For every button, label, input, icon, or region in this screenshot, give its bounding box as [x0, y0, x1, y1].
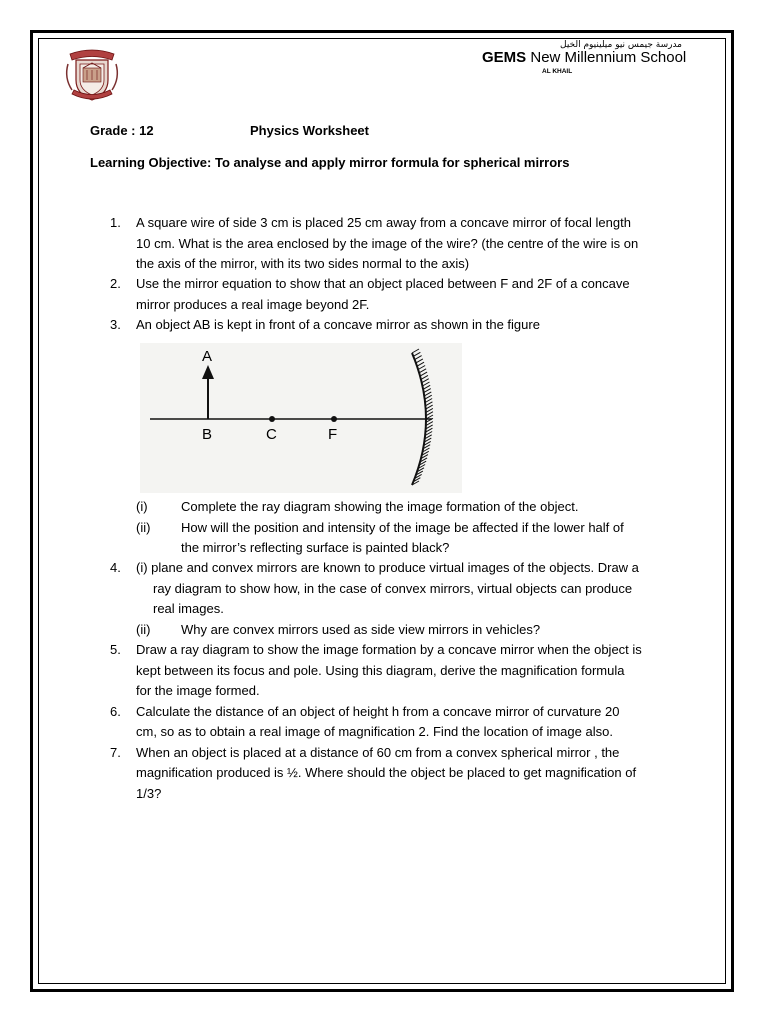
subpart-line: Complete the ray diagram showing the image formation of the object. [181, 499, 579, 514]
mirror-hatch-mark [417, 362, 424, 366]
question-5-line: kept between its focus and pole. Using this diagram, derive the magnification formula [136, 662, 625, 678]
question-2-line: mirror produces a real image beyond 2F. [136, 296, 370, 312]
centre-of-curvature-point [269, 416, 275, 422]
subpart-line: Why are convex mirrors used as side view mirrors in vehicles? [181, 621, 541, 637]
label-c: C [266, 426, 277, 443]
question-2-line: Use the mirror equation to show that an object placed between F and 2F of a concave [136, 276, 630, 291]
mirror-hatch-mark [420, 372, 427, 376]
mirror-hatch-mark [424, 392, 431, 396]
question-number: 4. [110, 560, 121, 575]
mirror-hatch-mark [423, 385, 430, 389]
mirror-figure [140, 343, 462, 493]
school-name-arabic: مدرسة جيمس نيو ميلينيوم الخيل [560, 40, 682, 50]
mirror-hatch-mark [425, 395, 432, 399]
question-5-line: for the image formed. [136, 683, 260, 698]
mirror-hatch-mark [413, 352, 420, 356]
school-crest-logo [62, 44, 122, 104]
mirror-hatch-mark [416, 359, 423, 363]
question-number: 3. [110, 317, 121, 332]
question-4-line: ray diagram to show how, in the case of convex mirrors, virtual objects can produce [153, 580, 633, 596]
mirror-hatch-mark [415, 356, 422, 360]
label-f: F [328, 426, 338, 443]
question-1-line: the axis of the mirror, with its two sides normal to the axis) [136, 256, 470, 271]
learning-objective: Learning Objective: To analyse and apply mirror formula for spherical mirrors [90, 155, 570, 170]
label-b: B [202, 426, 213, 443]
school-name [482, 49, 687, 66]
mirror-hatch-mark [422, 379, 429, 383]
subpart-label: (i) [136, 499, 148, 514]
mirror-hatch-mark [421, 375, 428, 379]
mirror-hatching [412, 349, 433, 485]
mirror-hatch-mark [418, 366, 425, 370]
school-name-text: New Millennium School [530, 49, 687, 66]
mirror-hatch-mark [424, 389, 431, 393]
question-6-line: Calculate the distance of an object of height h from a concave mirror of curvature 20 [136, 703, 620, 719]
subpart-line: How will the position and intensity of the image be affected if the lower half of [181, 519, 624, 535]
subpart-label: (ii) [136, 519, 151, 535]
question-7-line: 1/3? [136, 785, 162, 801]
question-number: 6. [110, 703, 121, 719]
question-3-line: An object AB is kept in front of a concave mirror as shown in the figure [136, 317, 540, 332]
question-1-line: 10 cm. What is the area enclosed by the image of the wire? (the centre of the wire is on [136, 235, 639, 251]
question-number: 5. [110, 642, 121, 657]
question-number: 7. [110, 744, 121, 760]
mirror-hatch-mark [425, 399, 432, 403]
grade-label: Grade : 12 [90, 123, 154, 138]
mirror-hatch-mark [426, 405, 433, 409]
mirror-hatch-mark [419, 369, 426, 373]
worksheet-title: Physics Worksheet [250, 123, 369, 138]
question-number: 1. [110, 215, 121, 230]
question-5-line: Draw a ray diagram to show the image formation by a concave mirror when the object is [136, 642, 642, 657]
subpart-label: (ii) [136, 621, 151, 637]
question-number: 2. [110, 276, 121, 291]
object-arrowhead [202, 365, 214, 379]
question-4-line: real images. [153, 601, 224, 616]
concave-mirror-diagram [140, 343, 462, 493]
mirror-hatch-mark [425, 402, 432, 406]
question-7-line: When an object is placed at a distance of 60 cm from a convex spherical mirror , the [136, 744, 620, 760]
question-1-line: A square wire of side 3 cm is placed 25 cm away from a concave mirror of focal length [136, 215, 631, 230]
question-7-line: magnification produced is ½. Where should the object be placed to get magnification of [136, 765, 637, 780]
question-4-line: (i) plane and convex mirrors are known to produce virtual images of the objects. Draw a [136, 560, 639, 575]
label-a: A [202, 348, 213, 365]
focus-point [331, 416, 337, 422]
school-brand: GEMS [482, 49, 527, 66]
mirror-hatch-mark [423, 382, 430, 386]
subpart-line: the mirror’s reflecting surface is painted black? [181, 540, 450, 555]
mirror-hatch-mark [412, 349, 419, 353]
school-name-block [482, 40, 687, 75]
question-6-line: cm, so as to obtain a real image of magnification 2. Find the location of image also. [136, 724, 613, 739]
school-branch: AL KHAIL [542, 68, 573, 75]
